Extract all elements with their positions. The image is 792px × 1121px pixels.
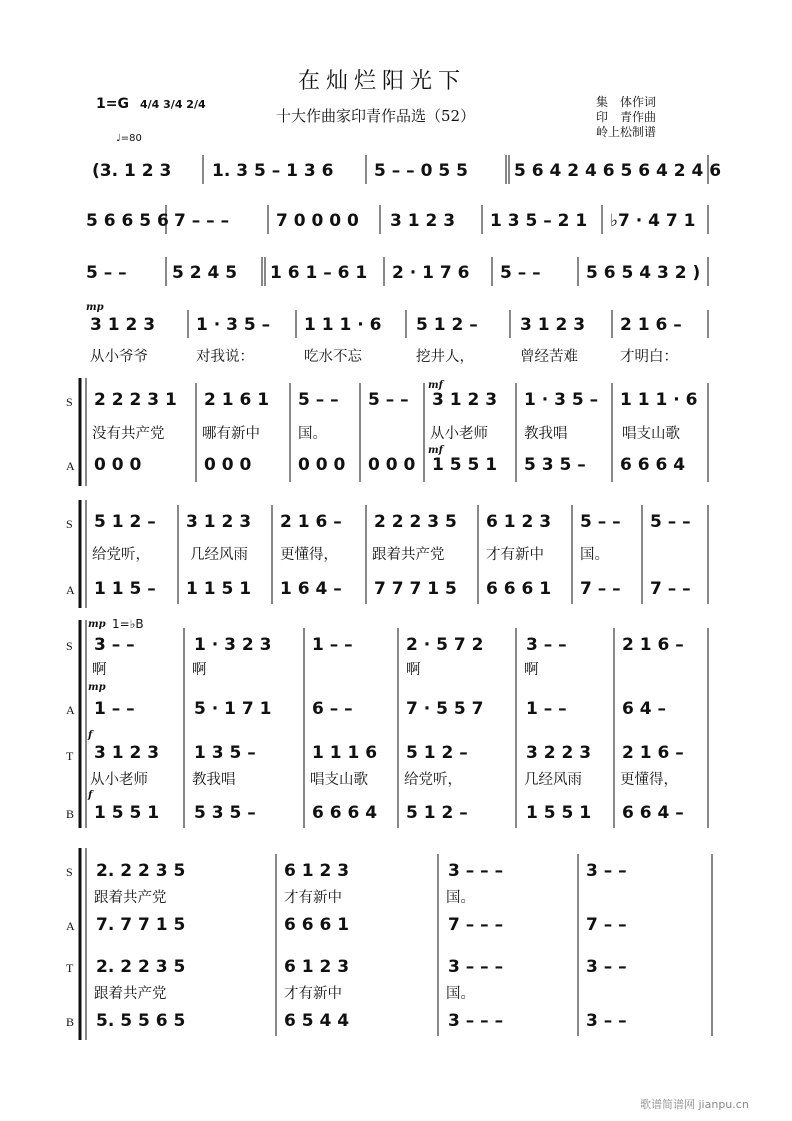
- bar: 7 – –: [580, 579, 621, 599]
- dynamic-mark: mf: [428, 380, 443, 391]
- lyric: 唱支山歌: [310, 772, 368, 788]
- bar: 1 – –: [94, 699, 135, 719]
- tempo-marking: ♩=80: [116, 133, 142, 144]
- lyric: 没有共产党: [92, 426, 165, 442]
- lyric: 国。: [298, 426, 327, 442]
- bar: 3 – –: [94, 635, 135, 655]
- bar: 5 3 5 –: [194, 803, 256, 823]
- part-label-bass: B: [66, 807, 75, 821]
- bar: 1 – –: [526, 699, 567, 719]
- score-system-6: [66, 500, 708, 608]
- lyric: 啊: [524, 662, 539, 678]
- part-label-alto: A: [66, 919, 75, 933]
- lyric: 国。: [446, 890, 475, 906]
- dynamic-mark: mp: [88, 682, 106, 693]
- bar: 5 6 5 4 3 2 ): [586, 263, 701, 283]
- bar: 3 – –: [586, 957, 627, 977]
- lyric: 才有新中: [284, 890, 342, 906]
- lyric: 跟着共产党: [372, 547, 445, 563]
- lyric: 啊: [192, 662, 207, 678]
- bar: 3 – – –: [448, 1011, 504, 1031]
- part-label-tenor: T: [66, 961, 74, 975]
- bar: 2 1 6 –: [620, 315, 682, 335]
- lyric: 从小老师: [90, 772, 148, 788]
- bar: 5 1 2 –: [406, 803, 468, 823]
- bar: 6 6 6 4: [312, 803, 378, 823]
- bar: 1 1 5 –: [94, 579, 156, 599]
- bar: 1 5 5 1: [432, 455, 498, 475]
- bar: 6 5 4 4: [284, 1011, 350, 1031]
- bar: 3 1 2 3: [432, 390, 498, 410]
- bar: 2. 2 2 3 5: [96, 957, 186, 977]
- bar: 7 0 0 0 0: [276, 211, 359, 231]
- lyric: 啊: [406, 662, 421, 678]
- lyric: 啊: [92, 662, 107, 678]
- bar: 3 1 2 3: [186, 512, 252, 532]
- bar: 2 2 2 3 5: [374, 512, 457, 532]
- lyric: 挖井人，: [416, 349, 474, 365]
- bar: 7 – –: [650, 579, 691, 599]
- lyric: 更懂得，: [620, 772, 678, 788]
- bar: 3 – –: [586, 1011, 627, 1031]
- key-signature: 1=G: [96, 96, 129, 112]
- bar: 1 1 1 · 6: [620, 390, 698, 410]
- score-row-3: [86, 257, 708, 286]
- bar: 3 1 2 3: [390, 211, 456, 231]
- part-label-alto: A: [66, 583, 75, 597]
- bar: 3 1 2 3: [90, 315, 156, 335]
- dynamic-mark: mp: [86, 302, 104, 313]
- lyric: 才有新中: [284, 986, 342, 1002]
- time-signatures: 4/4 3/4 2/4: [140, 98, 206, 111]
- bar: 5. 5 5 6 5: [96, 1011, 186, 1031]
- bar: 5 – –: [500, 263, 541, 283]
- bar: 2 1 6 –: [622, 743, 684, 763]
- bar: 6 6 4 –: [622, 803, 684, 823]
- bar: 1 1 5 1: [186, 579, 252, 599]
- lyric: 给党听，: [404, 772, 462, 788]
- lyric: 国。: [580, 547, 609, 563]
- part-label-soprano: S: [66, 639, 73, 653]
- score-system-5: [66, 378, 708, 486]
- lyric: 才有新中: [486, 547, 544, 563]
- bar: 7 7 7 1 5: [374, 579, 457, 599]
- lyric: 几经风雨: [524, 772, 582, 788]
- bar: 3 1 2 3: [520, 315, 586, 335]
- lyric: 才明白：: [620, 349, 678, 365]
- bar: 3 – – –: [448, 957, 504, 977]
- bar: 1 5 5 1: [526, 803, 592, 823]
- song-subtitle: 十大作曲家印青作品选（52）: [276, 107, 476, 125]
- bar: 5 1 2 –: [416, 315, 478, 335]
- part-label-alto: A: [66, 703, 75, 717]
- score-row-1: [92, 150, 721, 184]
- bar: 0 0 0: [204, 455, 252, 475]
- bar: 1 6 1 – 6 1: [270, 263, 368, 283]
- bar: 2. 2 2 3 5: [96, 861, 186, 881]
- bar: 1 3 5 –: [194, 743, 256, 763]
- bar: 2 · 1 7 6: [392, 263, 470, 283]
- bar: 2 1 6 –: [280, 512, 342, 532]
- bar: 5 · 1 7 1: [194, 699, 272, 719]
- bar: 1 · 3 5 –: [196, 315, 271, 335]
- bar: 7 – – –: [448, 915, 504, 935]
- dynamic-mark: mf: [428, 445, 443, 456]
- dynamic-mark: f: [88, 730, 93, 741]
- part-label-soprano: S: [66, 395, 73, 409]
- bar: 1. 3 5 – 1 3 6: [212, 161, 334, 181]
- bar: 1 5 5 1: [94, 803, 160, 823]
- bar: 7. 7 7 1 5: [96, 915, 186, 935]
- bar: 3 – – –: [448, 861, 504, 881]
- song-title: 在灿烂阳光下: [298, 69, 467, 94]
- bar: 2 2 2 3 1: [94, 390, 177, 410]
- bar: 0 0 0: [94, 455, 142, 475]
- bar: 1 6 4 –: [280, 579, 342, 599]
- bar: 3 2 2 3: [526, 743, 592, 763]
- score-system-8: [66, 848, 712, 1040]
- part-label-alto: A: [66, 459, 75, 473]
- bar: 6 1 2 3: [284, 861, 350, 881]
- lyric: 几经风雨: [190, 547, 248, 563]
- bar: 1 1 1 · 6: [304, 315, 382, 335]
- bar: 7 – – –: [174, 211, 230, 231]
- credit-transcriber: 岭上松制谱: [596, 125, 657, 139]
- lyric: 哪有新中: [202, 426, 260, 442]
- lyric: 从小老师: [430, 426, 488, 442]
- bar: 1 – –: [312, 635, 353, 655]
- credit-composer: 印 青作曲: [596, 110, 657, 124]
- bar: 5 2 4 5: [172, 263, 238, 283]
- bar: 6 6 6 1: [284, 915, 350, 935]
- bar: 5 1 2 –: [94, 512, 156, 532]
- bar: 6 6 6 1: [486, 579, 552, 599]
- lyric: 吃水不忘: [304, 349, 362, 365]
- bar: 1 · 3 2 3: [194, 635, 272, 655]
- lyric: 给党听，: [92, 547, 150, 563]
- bar: 6 4 –: [622, 699, 666, 719]
- bar: (3. 1 2 3: [92, 161, 172, 181]
- lyric: 更懂得，: [280, 547, 338, 563]
- bar: 5 – – 0 5 5: [374, 161, 468, 181]
- part-label-soprano: S: [66, 865, 73, 879]
- bar: 1 3 5 – 2 1: [490, 211, 588, 231]
- bar: 5 6 4 2 4 6 5 6 4 2 4 6: [514, 161, 722, 181]
- bar: 6 1 2 3: [486, 512, 552, 532]
- bar: 3 – –: [586, 861, 627, 881]
- bar: 3 – –: [526, 635, 567, 655]
- part-label-tenor: T: [66, 749, 74, 763]
- key-change: 1=♭B: [112, 617, 144, 631]
- bar: 2 1 6 1: [204, 390, 270, 410]
- lyric: 跟着共产党: [94, 890, 167, 906]
- bar: 6 1 2 3: [284, 957, 350, 977]
- lyric: 曾经苦难: [520, 349, 578, 365]
- bar: 5 – –: [86, 263, 127, 283]
- score-system-7: [66, 617, 708, 828]
- lyric: 唱支山歌: [622, 426, 680, 442]
- part-label-bass: B: [66, 1015, 75, 1029]
- part-label-soprano: S: [66, 517, 73, 531]
- lyric: 国。: [446, 986, 475, 1002]
- bar: 2 1 6 –: [622, 635, 684, 655]
- lyric: 对我说：: [196, 349, 254, 365]
- score-row-4: [86, 302, 708, 365]
- bar: 5 6 6 5 6: [86, 211, 169, 231]
- score-row-2: [86, 205, 708, 234]
- dynamic-mark: mp: [88, 619, 106, 630]
- dynamic-mark: f: [88, 790, 93, 801]
- bar: 6 6 6 4: [620, 455, 686, 475]
- bar: 2 · 5 7 2: [406, 635, 484, 655]
- bar: 1 1 1 6: [312, 743, 378, 763]
- bar: 6 – –: [312, 699, 353, 719]
- bar: 5 1 2 –: [406, 743, 468, 763]
- lyric: 跟着共产党: [94, 986, 167, 1002]
- bar: ♭7 · 4 7 1: [610, 211, 696, 231]
- lyric: 教我唱: [524, 426, 568, 442]
- lyric: 教我唱: [192, 772, 236, 788]
- lyric: 从小爷爷: [90, 349, 148, 365]
- bar: 7 – –: [586, 915, 627, 935]
- credit-lyricist: 集 体作词: [596, 95, 657, 109]
- bar: 1 · 3 5 –: [524, 390, 599, 410]
- bar: 5 – –: [650, 512, 691, 532]
- bar: 5 3 5 –: [524, 455, 586, 475]
- bar: 7 · 5 5 7: [406, 699, 484, 719]
- bar: 0 0 0: [368, 455, 416, 475]
- watermark: 歌谱简谱网 jianpu.cn: [640, 1098, 749, 1111]
- bar: 3 1 2 3: [94, 743, 160, 763]
- bar: 5 – –: [368, 390, 409, 410]
- bar: 0 0 0: [298, 455, 346, 475]
- bar: 5 – –: [580, 512, 621, 532]
- bar: 5 – –: [298, 390, 339, 410]
